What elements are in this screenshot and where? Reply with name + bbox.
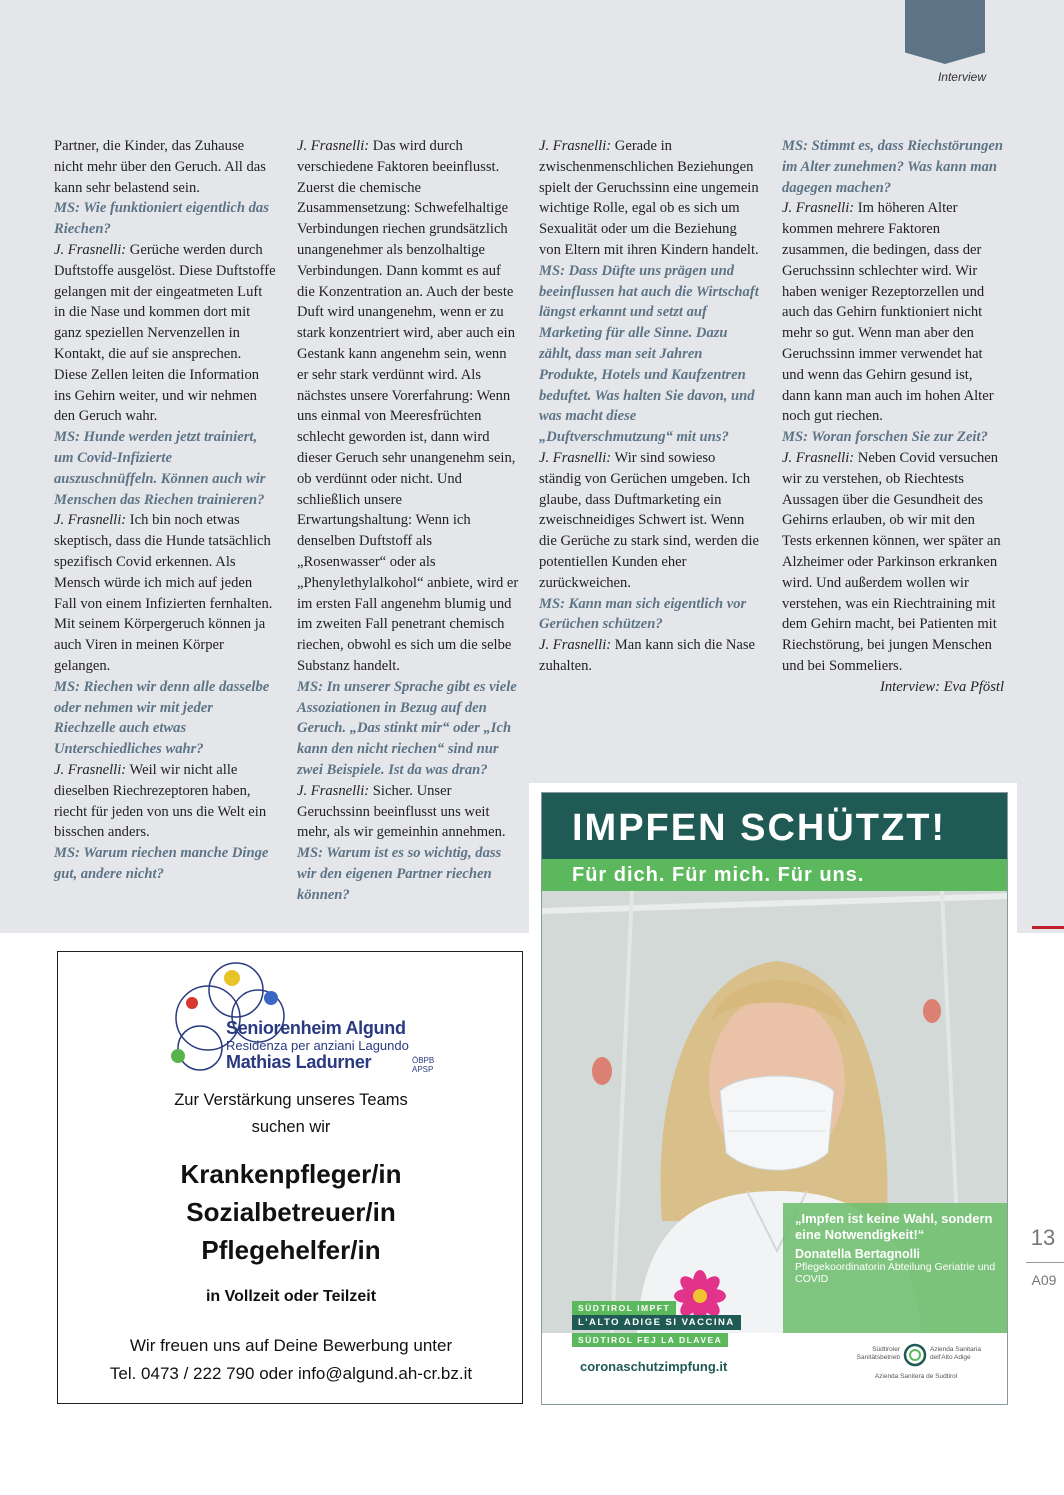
job-intro: Zur Verstärkung unseres Teams suchen wir — [174, 1091, 408, 1136]
slogan-lad: SÜDTIROL FEJ LA DLAVEA — [572, 1333, 728, 1347]
section-label: Interview — [937, 70, 986, 84]
interview-question: MS: Woran forschen Sie zur Zeit? — [782, 429, 988, 446]
agency-name-it: Azienda Sanitaria dell'Alto Adige — [930, 1346, 981, 1361]
nurse-portrait-photo — [542, 891, 1008, 1333]
slogan-it: L'ALTO ADIGE SI VACCINA — [572, 1315, 741, 1330]
page-number-divider — [1026, 1262, 1064, 1263]
interview-answer — [297, 136, 519, 677]
interview-question: MS: Hunde werden jetzt trainiert, um Covid-Infizierte auszuschnüffeln. Können auch wir Menschen das Riechen trainieren? — [54, 429, 266, 508]
interview-answer — [782, 448, 1004, 677]
article-column-2 — [297, 136, 519, 905]
vaccine-headline-bar — [542, 793, 1008, 859]
speaker-name: J. Frasnelli: — [539, 138, 612, 154]
vaccine-headline: IMPFEN SCHÜTZT! — [572, 807, 947, 849]
vaccine-url[interactable]: coronaschutzimpfung.it — [580, 1359, 728, 1374]
slogan-de: SÜDTIROL IMPFT — [572, 1301, 676, 1315]
interview-question: MS: Riechen wir denn alle dasselbe oder nehmen wir mit jeder Riechzelle auch etwas Unterschiedliches wahr? — [54, 678, 270, 758]
page-number: 13 — [1030, 1225, 1056, 1250]
logo-name-de: Seniorenheim Algund — [226, 1018, 406, 1038]
job-contact: Wir freuen uns auf Deine Bewerbung unter Tel. 0473 / 222 790 oder info@algund.ah-cr.bz.it — [109, 1336, 473, 1383]
answer-text: Das wird durch verschiedene Faktoren beeinflusst. Zuerst die chemische Zusammensetzung: Schwefelhaltige Verbindungen riechen grundsätzlich unangenehmer als benzolhaltige Verbindungen. Dann kommt es auf die Konzentration an. Auch der beste Duft wird unangenehm, wenn er zu stark konzentriert wird, aber auch ein Gestank kann angenehm sein, wenn er sehr stark verdünnt wird. Als nächstes unsere Vorerfahrung: Wenn uns einmal von Meeresfrüchten schlecht geworden ist, dann wird dieser Geruch sehr unangenehm sein, ob verdünnt oder nicht. Und schließlich unsere Erwartungshaltung: Wenn ich denselben Duftstoff als „Rosenwasser“ oder als „Phenylethylalkohol“ anbiete, wird er im ersten Fall angenehm blumig und im zweiten Fall penetrant chemisch riechen, obwohl es sich um die selbe Substanz handelt. — [297, 138, 519, 674]
speaker-name: J. Frasnelli: — [539, 449, 612, 466]
job-titles — [58, 1155, 524, 1269]
article-column-4 — [782, 136, 1004, 698]
article-column-3 — [539, 136, 761, 677]
logo-name-person: Mathias Ladurner — [226, 1052, 372, 1072]
agency-name-lad: Azienda Sanitera de Sudtirol — [874, 1373, 958, 1380]
health-agency-logo-icon — [903, 1343, 927, 1367]
answer-text: Sicher. Unser Geruchssinn beeinflusst uns weit mehr, als wir gemeinhin annehmen. — [297, 782, 506, 841]
testimonial-box — [783, 1203, 1008, 1333]
testimonial-name: Donatella Bertagnolli — [795, 1247, 921, 1261]
page-accent-rule — [1032, 926, 1064, 929]
speaker-name: J. Frasnelli: — [539, 637, 612, 654]
speaker-name: J. Frasnelli: — [782, 449, 855, 466]
answer-text: Ich bin noch etwas skeptisch, dass die Hunde tatsächlich spezifisch Covid erkennen. Als Mensch würde ich mich auf jeden Fall von einem Infizierten fernhalten. Mit seinem Körpergeruch können ja auch Viren in meinen Körper gelangen. — [54, 512, 273, 674]
testimonial-role: Pflegekoordinatorin Abteilung Geriatrie und COVID — [795, 1261, 996, 1285]
job-title: Sozialbetreuer/in — [186, 1197, 396, 1227]
job-schedule: in Vollzeit oder Teilzeit — [205, 1288, 377, 1305]
logo-badge: ÖBPB APSP — [412, 1056, 435, 1074]
interview-question: MS: Dass Düfte uns prägen und beeinflussen hat auch die Wirtschaft längst erkannt und setzt auf Marketing für alle Sinne. Dazu zählt, dass man seit Jahren Produkte, Hotels und Kaufzentren beduftet. Was halten Sie davon, und was macht diese „Duftverschmutzung“ mit uns? — [539, 262, 759, 446]
interview-question: MS: Warum riechen manche Dinge gut, andere nicht? — [54, 845, 269, 882]
interview-question: MS: Wie funktioniert eigentlich das Riechen? — [54, 200, 269, 238]
speaker-name: J. Frasnelli: — [54, 761, 127, 778]
interview-answer — [782, 198, 1004, 427]
article-column-1 — [54, 136, 276, 885]
vaccine-subline-bar — [542, 859, 1008, 891]
answer-text: Weil wir nicht alle dieselben Riechrezeptoren haben, riecht für jeden von uns die Welt ein bisschen anders. — [54, 761, 267, 841]
page-code: A09 — [1031, 1272, 1057, 1288]
answer-text: Wir sind sowieso ständig von Gerüchen umgeben. Ich glaube, dass Duftmarketing ein zweischneidiges Schwert ist. Wenn die Gerüche zu stark sind, werden die potentiellen Kunden eher zurückweichen. — [539, 449, 760, 591]
job-title: Krankenpfleger/in — [180, 1159, 402, 1189]
vaccine-subline: Für dich. Für mich. Für uns. — [572, 864, 865, 886]
interview-question: MS: Warum ist es so wichtig, dass wir den eigenen Partner riechen können? — [297, 845, 502, 903]
interview-question: MS: Stimmt es, dass Riechstörungen im Alter zunehmen? Was kann man dagegen machen? — [782, 138, 1003, 196]
agency-name-de: Südtiroler Sanitätsbetrieb — [856, 1346, 900, 1361]
answer-text: Gerüche werden durch Duftstoffe ausgelöst. Diese Duftstoffe gelangen mit der eingeatmeten Luft in die Nase und kommen dort mit ganz speziellen Nervenzellen in Kontakt, die auf sie ansprechen. Diese Zellen leiten die Information ins Gehirn weiter, und wir nehmen den Geruch wahr. — [54, 241, 276, 425]
interview-answer — [54, 510, 276, 676]
interview-answer — [297, 781, 519, 843]
interview-answer — [54, 240, 276, 427]
logo-name-it: Residenza per anziani Lagundo — [226, 1038, 409, 1053]
job-advertisement — [57, 951, 523, 1404]
seniorenheim-logo — [166, 958, 435, 1076]
job-title: Pflegehelfer/in — [201, 1235, 381, 1265]
answer-text: Im höheren Alter kommen mehrere Faktoren zusammen, die bedingen, dass der Geruchssinn schlechter wird. Wir haben weniger Rezeptorzellen und auch das Gehirn funktioniert nicht mehr so gut. Wenn man aber den Geruchssinn immer verwendet hat und wenn das Gehirn gesund ist, dann kann man auch im hohen Alter noch gut riechen. — [782, 200, 994, 425]
answer-text: Gerade in zwischenmenschlichen Beziehungen spielt der Geruchssinn eine ungemein wichtige Rolle, egal ob es sich um Sexualität oder um die Beziehung von Eltern mit ihren Kindern handelt. — [539, 138, 759, 258]
interview-answer — [54, 760, 276, 843]
interview-answer — [54, 136, 276, 198]
interview-question: MS: In unserer Sprache gibt es viele Assoziationen in Bezug auf den Geruch. „Das stinkt mir“ oder „Ich kann den nicht riechen“ sind nur zwei Beispiele. Ist da was dran? — [297, 678, 517, 778]
interview-signature: Interview: Eva Pföstl — [879, 678, 1004, 695]
speaker-name: J. Frasnelli: — [782, 200, 855, 217]
interview-answer — [539, 635, 761, 677]
vaccine-advertisement — [541, 792, 1008, 1405]
section-tab — [905, 0, 985, 64]
interview-answer — [539, 448, 761, 594]
speaker-name: J. Frasnelli: — [54, 241, 127, 258]
speaker-name: J. Frasnelli: — [54, 512, 127, 529]
interview-question: MS: Kann man sich eigentlich vor Gerüchen schützen? — [539, 595, 747, 633]
speaker-name: J. Frasnelli: — [297, 782, 370, 799]
testimonial-quote: „Impfen ist keine Wahl, sondern eine Notwendigkeit!“ — [795, 1211, 993, 1242]
answer-text: Partner, die Kinder, das Zuhause nicht mehr über den Geruch. All das kann sehr belastend sein. — [54, 138, 266, 196]
answer-text: Man kann sich die Nase zuhalten. — [539, 637, 756, 674]
speaker-name: J. Frasnelli: — [297, 138, 370, 154]
answer-text: Neben Covid versuchen wir zu verstehen, ob Riechtests Aussagen über die Gesundheit des Gehirns erlauben, ob wir mit den Tests erkennen können, wer später an Alzheimer oder Parkinson erkranken wird. Und außerdem wollen wir verstehen, was ein Riechtraining mit dem Gehirn macht, bei Patienten mit Riechstörung, bei jungen Menschen und bei Sommeliers. — [782, 449, 1001, 674]
interview-answer — [539, 136, 761, 261]
